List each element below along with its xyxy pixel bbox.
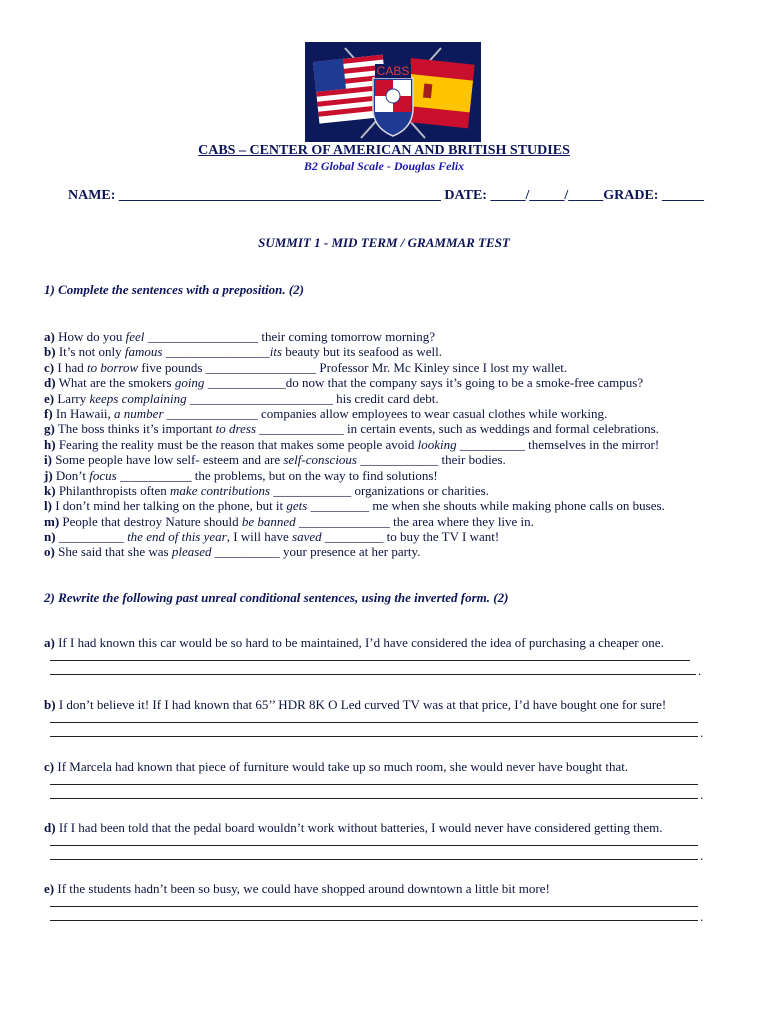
sentence-text: , I will have: [226, 529, 293, 545]
sentence-text: Philanthropists often: [55, 482, 171, 498]
section2-item: [44, 820, 744, 864]
italic-cue: saved: [292, 529, 322, 545]
section1-item: [44, 468, 744, 483]
sentence-text: The boss thinks it’s important: [54, 421, 216, 437]
item-letter: a): [44, 635, 55, 650]
italic-cue: its: [269, 344, 283, 360]
sentence-text: ________________: [162, 344, 270, 360]
italic-cue: a number: [114, 405, 164, 421]
section1-item: [44, 498, 744, 513]
sentence-text: If Marcela had known that piece of furniture would take up so much room, she would never have bought that.: [54, 759, 629, 774]
section1-item: [44, 375, 744, 390]
sentence-text: If the students hadn’t been so busy, we could have shopped around downtown a little bit more!: [54, 881, 550, 896]
end-period: .: [700, 848, 704, 863]
section1-item: [44, 437, 744, 452]
sentence-text: If I had been told that the pedal board wouldn’t work without batteries, I would never have considered getting them.: [55, 820, 663, 835]
sentence-text: How do you: [54, 329, 126, 344]
item-letter: l): [44, 498, 52, 514]
sentence-text: She said that she was: [54, 544, 172, 560]
italic-cue: looking: [417, 436, 457, 452]
test-title: SUMMIT 1 - MID TERM / GRAMMAR TEST: [258, 235, 510, 250]
section1-heading: 1) Complete the sentences with a preposition. (2): [44, 282, 304, 297]
sentence-text: Larry: [54, 390, 90, 406]
italic-cue: focus: [89, 467, 117, 483]
item-letter: b): [44, 344, 56, 360]
italic-cue: make contributions: [170, 482, 271, 498]
scale-subtitle: B2 Global Scale - Douglas Felix: [303, 159, 465, 173]
item-letter: j): [44, 467, 53, 483]
sentence-text: What are the smokers: [55, 375, 175, 391]
item-letter: i): [44, 452, 52, 468]
item-letter: b): [44, 697, 56, 712]
sentence-text: It’s not only: [55, 344, 125, 360]
sentence-text: five pounds _________________ Professor Mr. Mc Kinley since I lost my wallet.: [138, 359, 568, 375]
answer-line[interactable]: [44, 775, 744, 789]
item-letter: e): [44, 881, 55, 896]
end-period: .: [698, 663, 702, 678]
sentence-text: ____________ organizations or charities.: [270, 482, 489, 498]
section1-items: [44, 329, 744, 560]
italic-cue: gets: [286, 498, 308, 514]
item-letter: d): [44, 820, 56, 835]
italic-cue: keeps complaining: [89, 390, 187, 406]
rewrite-prompt: [44, 635, 744, 651]
svg-text:CABS: CABS: [376, 64, 410, 78]
sentence-text: beauty but its seafood as well.: [282, 344, 442, 360]
item-letter: h): [44, 436, 56, 452]
item-letter: e): [44, 390, 55, 406]
end-period: .: [700, 725, 704, 740]
section1-item: [44, 544, 744, 559]
sentence-text: ____________ their bodies.: [357, 452, 506, 468]
section1-item: [44, 406, 744, 421]
sentence-text: ___________ the problems, but on the way to find solutions!: [116, 467, 438, 483]
section1-item: [44, 329, 744, 344]
answer-line[interactable]: [44, 713, 744, 727]
rewrite-prompt: [44, 820, 744, 836]
section2-item: [44, 759, 744, 803]
section1-item: [44, 529, 744, 544]
end-period: .: [700, 787, 704, 802]
rewrite-prompt: [44, 697, 744, 713]
section1-item: [44, 391, 744, 406]
italic-cue: pleased: [171, 544, 212, 560]
rewrite-prompt: [44, 759, 744, 775]
sentence-text: _________ me when she shouts while making phone calls on buses.: [307, 498, 665, 514]
section2-item: [44, 635, 744, 679]
sentence-text: Don’t: [52, 467, 90, 483]
sentence-text: __________ your presence at her party.: [211, 544, 421, 560]
italic-cue: to borrow: [86, 359, 139, 375]
section1-item: [44, 483, 744, 498]
section2-item: [44, 881, 744, 925]
item-letter: o): [44, 544, 55, 560]
answer-line[interactable]: [44, 911, 744, 925]
italic-cue: self-conscious: [283, 452, 357, 468]
italic-cue: the end of this year: [127, 529, 227, 545]
school-name: CABS – CENTER OF AMERICAN AND BRITISH STUDIES: [198, 143, 570, 158]
answer-line[interactable]: [44, 665, 744, 679]
item-letter: f): [44, 405, 53, 421]
item-letter: a): [44, 329, 55, 344]
sentence-text: ______________ the area where they live in.: [295, 513, 534, 529]
answer-line[interactable]: [44, 850, 744, 864]
sentence-text: Some people have low self- esteem and are: [51, 452, 284, 468]
section1-item: [44, 421, 744, 436]
item-letter: k): [44, 482, 56, 498]
sentence-text: _____________ in certain events, such as weddings and formal celebrations.: [256, 421, 659, 437]
sentence-text: Fearing the reality must be the reason that makes some people avoid: [55, 436, 418, 452]
sentence-text: I don’t mind her talking on the phone, but it: [51, 498, 287, 514]
item-letter: c): [44, 359, 55, 375]
answer-line[interactable]: [44, 897, 744, 911]
sentence-text: People that destroy Nature should: [59, 513, 242, 529]
sentence-text: I had: [54, 359, 87, 375]
answer-line[interactable]: [44, 836, 744, 850]
answer-line[interactable]: [44, 651, 744, 665]
section2-heading: 2) Rewrite the following past unreal conditional sentences, using the inverted form. (2): [44, 590, 509, 605]
sentence-text: I don’t believe it! If I had known that 65’’ HDR 8K O Led curved TV was at that price, I’d have bought one for sure!: [55, 697, 667, 712]
italic-cue: feel: [125, 329, 145, 344]
sentence-text: __________ themselves in the mirror!: [456, 436, 660, 452]
cabs-logo: [305, 42, 481, 142]
answer-line[interactable]: [44, 789, 744, 803]
answer-line[interactable]: [44, 727, 744, 741]
sentence-text: ______________ companies allow employees to wear casual clothes while working.: [163, 405, 608, 421]
sentence-text: _________ to buy the TV I want!: [321, 529, 500, 545]
sentence-text: ______________________ his credit card debt.: [186, 390, 439, 406]
sentence-text: In Hawaii,: [52, 405, 115, 421]
rewrite-prompt: [44, 881, 744, 897]
item-letter: c): [44, 759, 55, 774]
italic-cue: going: [174, 375, 205, 391]
section1-item: [44, 360, 744, 375]
end-period: .: [700, 909, 704, 924]
section2-item: [44, 697, 744, 741]
sentence-text: ____________do now that the company says it’s going to be a smoke-free campus?: [204, 375, 644, 391]
sentence-text: __________: [55, 529, 128, 545]
italic-cue: famous: [124, 344, 163, 360]
sentence-text: If I had known this car would be so hard to be maintained, I’d have considered the idea of purchasing a cheaper one.: [54, 635, 664, 650]
sentence-text: _________________ their coming tomorrow morning?: [144, 329, 436, 344]
section1-item: [44, 452, 744, 467]
italic-cue: to dress: [215, 421, 256, 437]
item-letter: m): [44, 513, 60, 529]
item-letter: d): [44, 375, 56, 391]
section1-item: [44, 514, 744, 529]
item-letter: g): [44, 421, 55, 437]
item-letter: n): [44, 529, 56, 545]
section1-item: [44, 344, 744, 359]
flags-emblem-icon: [305, 42, 481, 142]
italic-cue: be banned: [241, 513, 296, 529]
student-info-line: NAME: ______________________________________________ DATE: _____/_____/_____GRADE: ______: [68, 188, 704, 203]
